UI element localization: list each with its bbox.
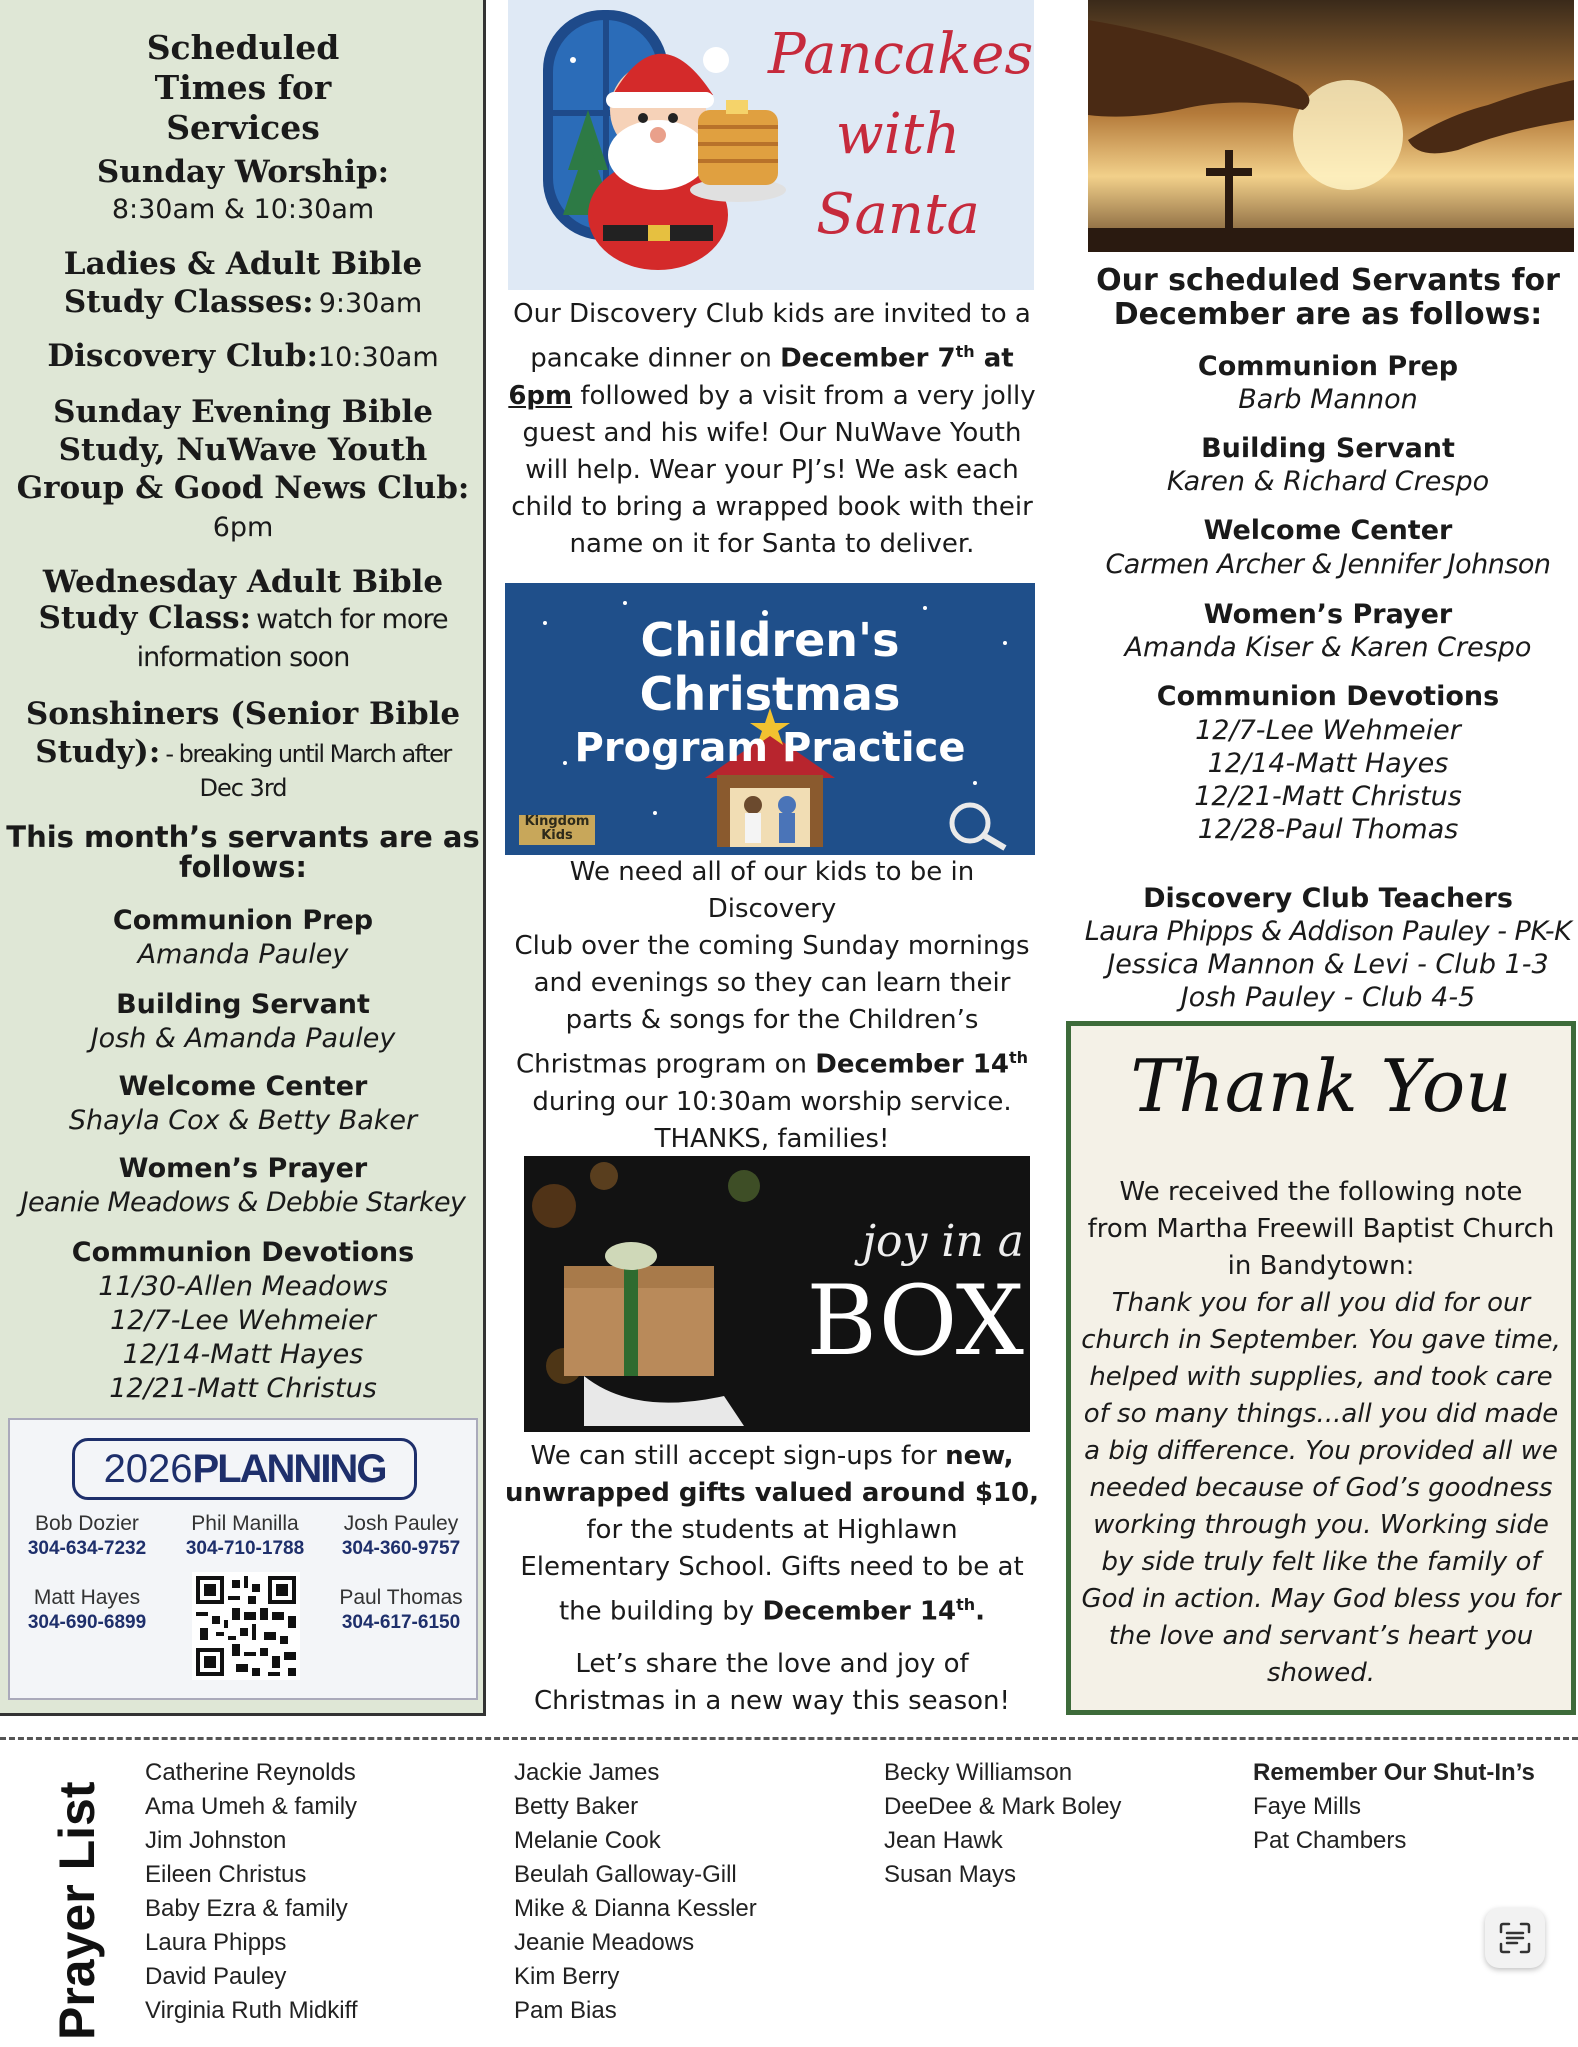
prayer-name: David Pauley [145,1963,287,1990]
servants-title: This month’s servants are as follows: [6,820,480,884]
welcome-center-label: Welcome Center [118,1071,368,1102]
shut-ins-title: Remember Our Shut-In’s [1253,1759,1535,1786]
planning-contact-phone: 304-634-7232 [27,1538,147,1559]
evening-heading-1: Sunday Evening Bible [53,394,433,430]
christmas-practice-text: We need all of our kids to be in Discovery Club over the coming Sunday mornings and evenings so they can learn their parts & songs for the Children’s Christmas program on December 14th during our 10:30am worship service. THANKS, families! [514,857,1030,1154]
building-servant-label: Building Servant [116,989,370,1020]
wednesday-heading-2: Study Class: watch for more [38,600,448,636]
prayer-name: Catherine Reynolds [145,1759,356,1786]
building-servant-name: Josh & Amanda Pauley [90,1023,396,1054]
teachers-label: Discovery Club Teachers [1143,883,1513,914]
devotion-item: 12/14-Matt Hayes [122,1339,364,1370]
planning-contact-phone: 304-360-9757 [341,1538,461,1559]
wednesday-heading-1: Wednesday Adult Bible [42,564,444,600]
christmas-practice-title: Children's Christmas Program Practice [574,613,966,771]
prayer-name: Melanie Cook [514,1827,661,1854]
kingdom-kids-logo: Kingdom Kids [519,815,595,845]
dec-building-servant-name: Karen & Richard Crespo [1166,466,1490,497]
prayer-name: Beulah Galloway-Gill [514,1861,737,1888]
pancakes-text: Our Discovery Club kids are invited to a pancake dinner on December 7th at 6pm followed by a visit from a very jolly guest and his wife! Our NuWave Youth will help. Wear your PJ’s! We ask each child to bring a wrapped book with their name on it for Santa to deliver. [508,299,1036,559]
planning-contact-name: Josh Pauley [343,1512,459,1535]
welcome-center-name: Shayla Cox & Betty Baker [68,1105,418,1136]
planning-contact-name: Matt Hayes [33,1586,141,1609]
communion-prep-label: Communion Prep [112,905,374,936]
prayer-name: Ama Umeh & family [145,1793,358,1820]
thank-you-note [1066,1021,1576,1715]
teacher-item: Laura Phipps & Addison Pauley - PK-K [1084,916,1572,947]
planning-contact-name: Bob Dozier [35,1512,139,1535]
prayer-name: Virginia Ruth Midkiff [145,1997,358,2024]
qr-code-icon[interactable] [192,1572,300,1680]
discovery-heading: Discovery Club:10:30am [47,338,439,374]
dec-building-servant-label: Building Servant [1201,433,1455,464]
communion-prep-name: Amanda Pauley [137,939,349,970]
prayer-name: Jim Johnston [145,1827,287,1854]
pancakes-banner [508,0,1034,290]
prayer-column-3 [884,1756,1121,1892]
prayer-name: Jackie James [514,1759,660,1786]
sunday-worship-heading: Sunday Worship: [96,154,390,190]
dec-devotion-item: 12/21-Matt Christus [1194,781,1462,812]
dec-communion-prep-name: Barb Mannon [1238,384,1418,415]
services-panel [0,0,486,1716]
prayer-list-label: Prayer List [49,1781,105,2040]
prayer-name: Mike & Dianna Kessler [514,1895,757,1922]
hands-and-cross-icon [1088,0,1574,252]
dec-welcome-center-name: Carmen Archer & Jennifer Johnson [1105,549,1551,580]
planning-contact-phone: 304-710-1788 [185,1538,305,1559]
devotion-item: 11/30-Allen Meadows [98,1271,388,1302]
prayer-name: Baby Ezra & family [145,1895,348,1922]
prayer-column-1 [145,1756,358,2028]
text-scan-icon [1485,1908,1545,1968]
live-text-button[interactable] [1485,1908,1545,1968]
thank-you-message: Thank you for all you did for our church in September. You gave time, helped with supplies, and took care of so many things...all you did made a big difference. You provided all we needed because of God’s goodness working through you. Working side by side truly felt like the family of God in action. May God bless you for the love and servant’s heart you showed. [1081,1288,1561,1688]
prayer-name: Jean Hawk [884,1827,1003,1854]
dec-womens-prayer-label: Women’s Prayer [1203,599,1453,630]
prayer-name: DeeDee & Mark Boley [884,1793,1122,1820]
womens-prayer-name: Jeanie Meadows & Debbie Starkey [20,1187,466,1218]
planning-contact-phone: 304-690-6899 [27,1612,147,1633]
services-title: Scheduled Times for Services [146,28,340,147]
dec-devotion-item: 12/14-Matt Hayes [1207,748,1449,779]
december-servants-title: Our scheduled Servants for December are as follows: [1096,263,1560,332]
share-text: Let’s share the love and joy of Christmas in a new way this season! [534,1649,1010,1716]
prayer-divider [0,1737,1578,1740]
planning-title: 2026PLANNING [72,1438,417,1500]
joy-in-a-box-banner [524,1156,1030,1432]
shut-in-name: Faye Mills [1253,1793,1362,1820]
wednesday-note: information soon [136,642,350,673]
womens-prayer-label: Women’s Prayer [118,1153,368,1184]
prayer-name: Laura Phipps [145,1929,287,1956]
evening-time: 6pm [212,512,274,543]
joy-title: joy in a [862,1216,1024,1267]
thank-you-heading: Thank You [1130,1044,1512,1128]
prayer-column-2 [514,1756,757,2028]
prayer-name: Pam Bias [514,1997,617,2024]
prayer-name: Betty Baker [514,1793,639,1820]
christmas-practice-banner [505,583,1035,855]
devotion-item: 12/7-Lee Wehmeier [110,1305,376,1336]
dec-welcome-center-label: Welcome Center [1203,515,1453,546]
planning-flyer [8,1418,478,1700]
sonshiners-heading-1: Sonshiners (Senior Bible [25,696,461,732]
planning-contact-name: Paul Thomas [339,1586,463,1609]
teacher-item: Josh Pauley - Club 4-5 [1180,982,1476,1013]
devotion-item: 12/21-Matt Christus [109,1373,377,1404]
sonshiners-note: Dec 3rd [199,774,287,802]
dec-devotion-item: 12/28-Paul Thomas [1197,814,1459,845]
dec-communion-devotions-label: Communion Devotions [1156,681,1500,712]
dec-devotion-item: 12/7-Lee Wehmeier [1195,715,1461,746]
dec-womens-prayer-name: Amanda Kiser & Karen Crespo [1124,632,1532,663]
sonshiners-heading-2: Study): - breaking until March after [35,734,451,770]
evening-heading-3: Group & Good News Club: [16,470,470,506]
shut-in-name: Pat Chambers [1253,1827,1407,1854]
evening-heading-2: Study, NuWave Youth [58,432,428,468]
thank-you-intro: We received the following note from Martha Freewill Baptist Church in Bandytown: [1087,1177,1555,1281]
ladies-heading-1: Ladies & Adult Bible [63,246,423,282]
prayer-name: Eileen Christus [145,1861,307,1888]
ladies-heading-2: Study Classes: 9:30am [63,284,423,320]
sunday-worship-time: 8:30am & 10:30am [111,194,375,225]
box-title: BOX [806,1265,1024,1377]
dec-communion-prep-label: Communion Prep [1197,351,1459,382]
pancakes-title: Pancakes with Santa [768,22,1034,247]
planning-contact-name: Phil Manilla [191,1512,299,1535]
prayer-name: Susan Mays [884,1861,1017,1888]
prayer-name: Becky Williamson [884,1759,1073,1786]
shut-ins-column [1253,1756,1535,1858]
teacher-item: Jessica Mannon & Levi - Club 1-3 [1107,949,1549,980]
joy-in-a-box-text: We can still accept sign-ups for new, unwrapped gifts valued around $10, for the students at Highlawn Elementary School. Gifts need to be at the building by December 14th. [505,1441,1039,1627]
communion-devotions-label: Communion Devotions [71,1237,415,1268]
hands-cross-image [1088,0,1574,252]
prayer-name: Jeanie Meadows [514,1929,695,1956]
planning-contact-phone: 304-617-6150 [341,1612,461,1633]
prayer-name: Kim Berry [514,1963,620,1990]
